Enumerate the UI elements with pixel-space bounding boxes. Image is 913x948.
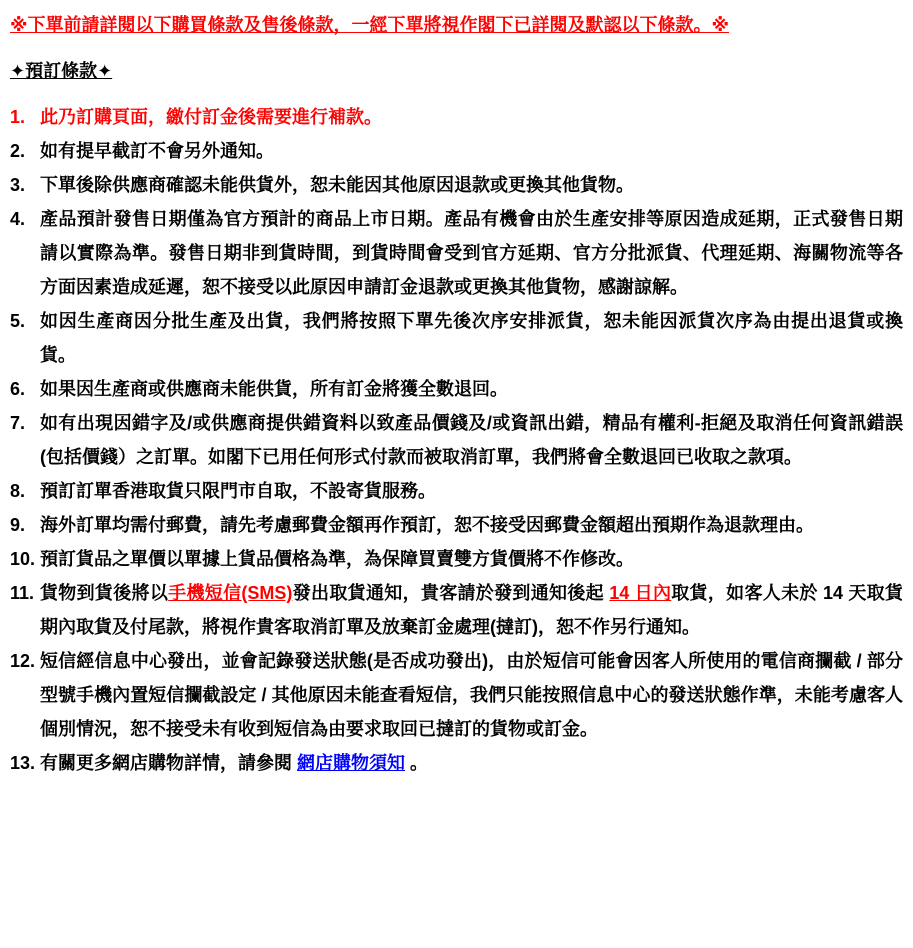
term-number: 11. xyxy=(10,583,35,603)
term-segment: 取貨，如客人未於 14 天取貨期內取貨及付尾款，將視作貴客取消訂單及放棄訂金處理(撻訂)，恕不作另行通知。 xyxy=(40,583,903,637)
term-text xyxy=(40,304,903,372)
term-segment: 海外訂單均需付郵費，請先考慮郵費金額再作預訂，恕不接受因郵費金額超出預期作為退款理由。 xyxy=(40,515,814,535)
term-item-3 xyxy=(10,168,903,202)
term-item-7 xyxy=(10,406,903,474)
term-segment: 下單後除供應商確認未能供貨外，恕未能因其他原因退款或更換其他貨物。 xyxy=(40,175,634,195)
term-segment: 如果因生產商或供應商未能供貨，所有訂金將獲全數退回。 xyxy=(40,379,508,399)
term-segment: 產品預計發售日期僅為官方預計的商品上市日期。產品有機會由於生產安排等原因造成延期，正式發售日期請以實際為準。發售日期非到貨時間，到貨時間會受到官方延期、官方分批派貨、代理延期、海關物流等各方面因素造成延遲，恕不接受以此原因申請訂金退款或更換其他貨物，感謝諒解。 xyxy=(40,209,903,297)
term-number: 10. xyxy=(10,549,36,569)
term-item-2 xyxy=(10,134,903,168)
term-segment: 如有出現因錯字及/或供應商提供錯資料以致產品價錢及/或資訊出錯，精品有權利-拒絕及取消任何資訊錯誤(包括價錢）之訂單。如閣下已用任何形式付款而被取消訂單，我們將會全數退回已收取之款項。 xyxy=(40,413,903,467)
term-text xyxy=(40,542,903,576)
term-number: 8. xyxy=(10,481,26,501)
term-segment: 手機短信(SMS) xyxy=(168,583,293,603)
term-segment: 預訂訂單香港取貨只限門市自取，不設寄貨服務。 xyxy=(40,481,436,501)
term-segment: 發出取貨通知，貴客請於發到通知後起 xyxy=(292,583,610,603)
term-text xyxy=(40,508,903,542)
term-text xyxy=(40,406,903,474)
term-text xyxy=(40,576,903,644)
term-text xyxy=(40,372,903,406)
term-item-5 xyxy=(10,304,903,372)
term-number: 5. xyxy=(10,311,26,331)
term-segment: 有關更多網店購物詳情，請參閱 xyxy=(40,753,297,773)
term-text xyxy=(40,644,903,746)
term-item-12 xyxy=(10,644,903,746)
page-title: ※下單前請詳閱以下購買條款及售後條款，一經下單將視作閣下已詳閱及默認以下條款。※ xyxy=(10,15,729,35)
term-item-4 xyxy=(10,202,903,304)
term-item-1 xyxy=(10,100,903,134)
term-number: 4. xyxy=(10,209,26,229)
term-segment: 如因生產商因分批生產及出貨，我們將按照下單先後次序安排派貨，恕未能因派貨次序為由提出退貨或換貨。 xyxy=(40,311,903,365)
term-item-11 xyxy=(10,576,903,644)
term-text xyxy=(40,168,903,202)
term-text xyxy=(40,134,903,168)
term-segment: 如有提早截訂不會另外通知。 xyxy=(40,141,274,161)
term-number: 9. xyxy=(10,515,26,535)
term-item-13 xyxy=(10,746,903,780)
term-number: 2. xyxy=(10,141,26,161)
term-text xyxy=(40,202,903,304)
term-segment: 短信經信息中心發出，並會記錄發送狀態(是否成功發出)，由於短信可能會因客人所使用的電信商攔截 / 部分型號手機內置短信攔截設定 / 其他原因未能查看短信，我們只能按照信息中心的發送狀態作準，未能考慮客人個別情況，恕不接受未有收到短信為由要求取回已撻訂的貨物或訂金。 xyxy=(40,651,903,739)
term-segment: 14 日內 xyxy=(609,583,672,603)
term-text xyxy=(40,746,903,780)
term-number: 3. xyxy=(10,175,26,195)
term-text xyxy=(40,100,903,134)
section-heading: ✦預訂條款✦ xyxy=(10,61,113,81)
term-number: 13. xyxy=(10,753,36,773)
term-segment: 預訂貨品之單價以單據上貨品價格為準，為保障買賣雙方貨價將不作修改。 xyxy=(40,549,634,569)
term-number: 12. xyxy=(10,651,36,671)
term-segment: 此乃訂購頁面，繳付訂金後需要進行補款。 xyxy=(40,107,382,127)
term-item-9 xyxy=(10,508,903,542)
term-number: 1. xyxy=(10,107,26,127)
term-number: 7. xyxy=(10,413,26,433)
term-segment: 。 xyxy=(405,753,429,773)
term-item-10 xyxy=(10,542,903,576)
term-item-8 xyxy=(10,474,903,508)
term-segment: 貨物到貨後將以 xyxy=(40,583,169,603)
term-text xyxy=(40,474,903,508)
store-policy-link[interactable]: 網店購物須知 xyxy=(297,753,405,773)
terms-list xyxy=(10,100,903,780)
term-item-6 xyxy=(10,372,903,406)
term-number: 6. xyxy=(10,379,26,399)
